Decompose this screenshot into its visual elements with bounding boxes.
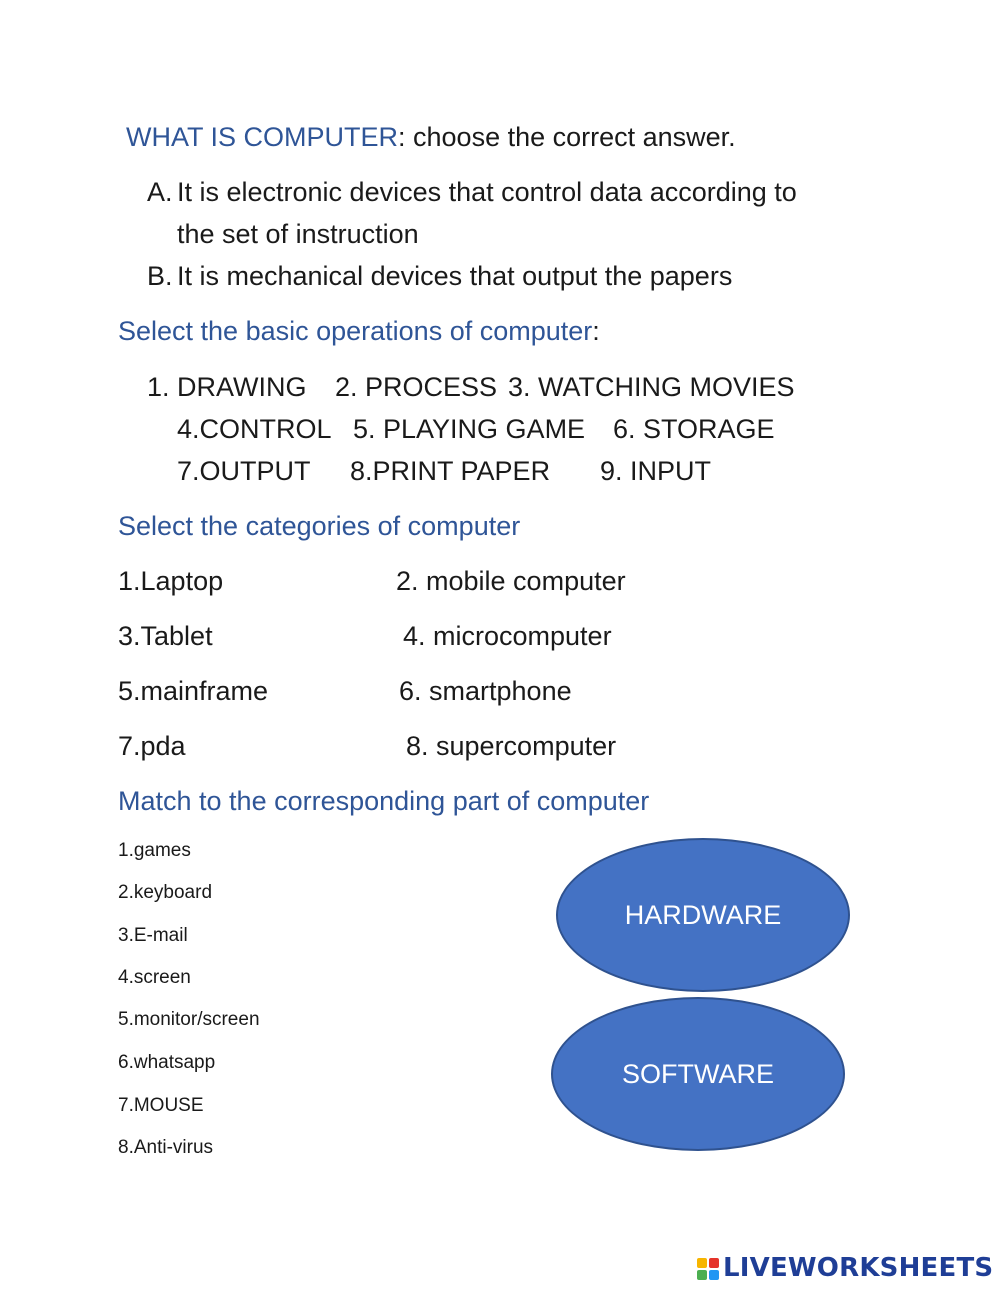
q1-title-highlight: WHAT IS COMPUTER <box>126 122 399 152</box>
q2-option[interactable]: 6. STORAGE <box>613 414 775 444</box>
q4-match-item[interactable]: 6.whatsapp <box>118 1052 216 1073</box>
q1-option-a-line1[interactable]: It is electronic devices that control data according to <box>177 177 797 207</box>
q2-option[interactable]: 2. PROCESS <box>335 372 498 402</box>
q4-title: Match to the corresponding part of computer <box>118 786 650 816</box>
q3-option[interactable]: 4. microcomputer <box>403 621 612 651</box>
q1-option-b-text[interactable]: It is mechanical devices that output the papers <box>177 261 733 291</box>
software-label: SOFTWARE <box>622 1058 774 1089</box>
logo-blocks-icon <box>697 1255 721 1281</box>
q2-option[interactable]: DRAWING <box>177 372 307 402</box>
q2-title-highlight: Select the basic operations of computer <box>118 316 593 346</box>
q3-option[interactable]: 1.Laptop <box>118 566 224 596</box>
q1-option-a-line2[interactable]: the set of instruction <box>177 219 419 249</box>
q3-option[interactable]: 5.mainframe <box>118 676 269 706</box>
q1-title <box>126 122 736 153</box>
logo-text: LIVEWORKSHEETS <box>723 1253 994 1283</box>
hardware-label: HARDWARE <box>624 899 782 930</box>
q3-option[interactable]: 6. smartphone <box>399 676 572 706</box>
q2-option[interactable]: 5. PLAYING GAME <box>353 414 586 444</box>
q2-option[interactable]: 3. WATCHING MOVIES <box>508 372 795 402</box>
q1-option-b-label[interactable]: B. <box>147 261 173 291</box>
q2-option[interactable]: 9. INPUT <box>600 456 712 486</box>
q3-title: Select the categories of computer <box>118 511 521 541</box>
q4-match-item[interactable]: 2.keyboard <box>118 882 213 903</box>
q2-title-rest: : <box>592 316 600 346</box>
q3-option[interactable]: 3.Tablet <box>118 621 213 651</box>
q2-list-label: 1. <box>147 372 170 402</box>
q4-match-item[interactable]: 1.games <box>118 840 191 861</box>
q4-match-item[interactable]: 4.screen <box>118 967 191 988</box>
q4-match-item[interactable]: 5.monitor/screen <box>118 1009 260 1030</box>
q2-title <box>118 316 600 347</box>
q1-option-a-label[interactable]: A. <box>147 177 173 207</box>
q2-option[interactable]: 8.PRINT PAPER <box>350 456 551 486</box>
q3-option[interactable]: 7.pda <box>118 731 186 761</box>
q1-title-rest: : choose the correct answer. <box>398 122 736 152</box>
hardware-drop-target[interactable] <box>556 838 850 992</box>
q4-match-item[interactable]: 3.E-mail <box>118 925 188 946</box>
q2-option[interactable]: 4.CONTROL <box>177 414 332 444</box>
software-drop-target[interactable] <box>551 997 845 1151</box>
q3-option[interactable]: 8. supercomputer <box>406 731 617 761</box>
liveworksheets-logo <box>697 1253 993 1283</box>
q2-option[interactable]: 7.OUTPUT <box>177 456 311 486</box>
q3-option[interactable]: 2. mobile computer <box>396 566 626 596</box>
q4-match-item[interactable]: 7.MOUSE <box>118 1095 204 1116</box>
q4-match-item[interactable]: 8.Anti-virus <box>118 1137 214 1158</box>
